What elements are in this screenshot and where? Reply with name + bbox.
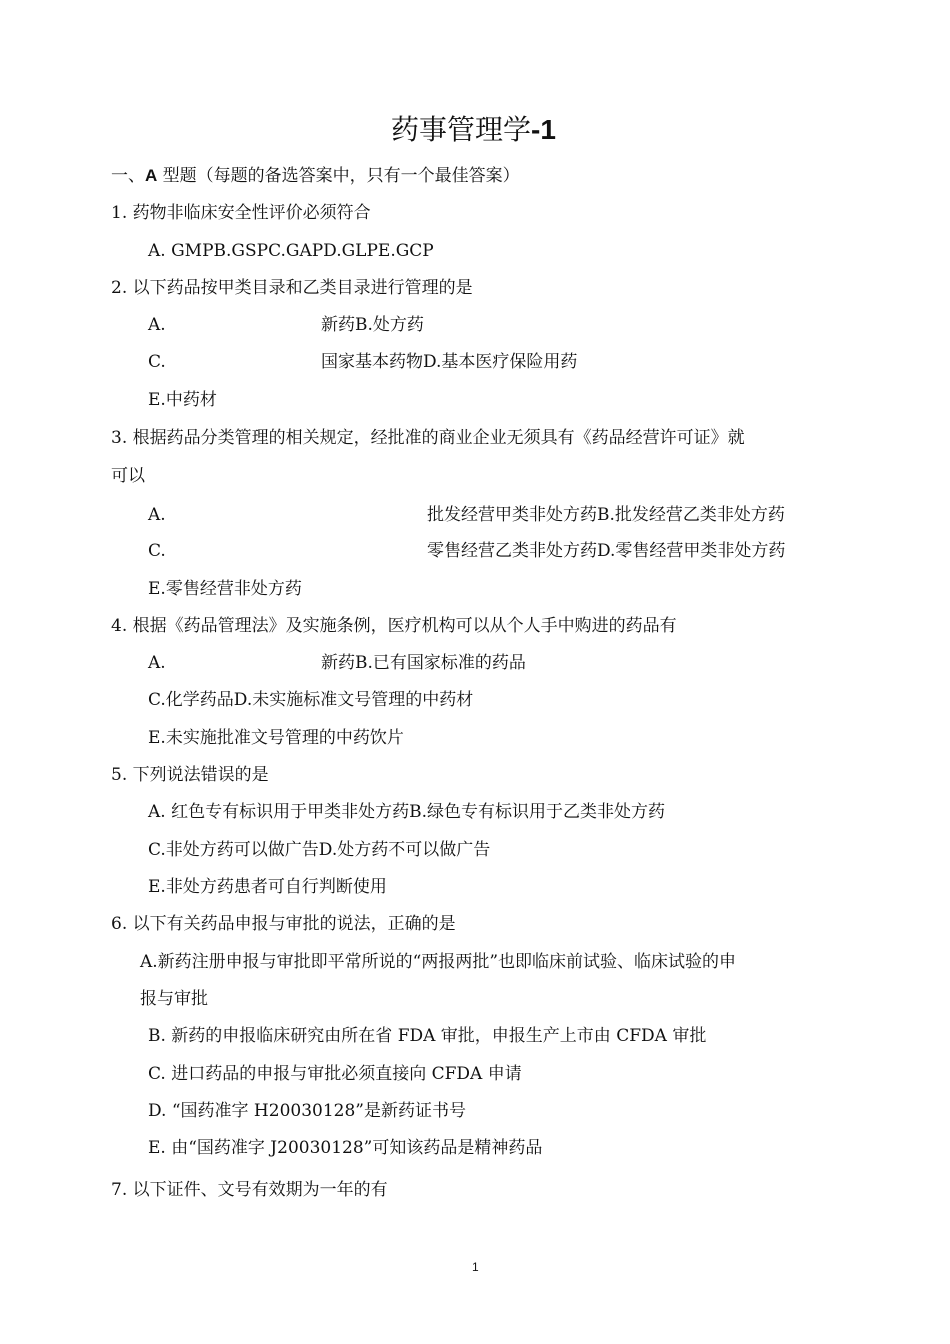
section-heading [111,166,520,186]
page-title [391,114,556,146]
question-6-option-e: E. 由“国药准字 J20030128”可知该药品是精神药品 [148,1138,543,1158]
question-6: 6. 以下有关药品申报与审批的说法，正确的是 [111,914,456,934]
question-3-option-e: E.零售经营非处方药 [148,579,302,599]
question-6-option-c: C. 进口药品的申报与审批必须直接向 CFDA 申请 [148,1064,522,1084]
question-6-option-b: B. 新药的申报临床研究由所在省 FDA 审批，申报生产上市由 CFDA 审批 [148,1026,707,1046]
question-3-line-2: 可以 [111,466,145,486]
question-4-option-a-text: 新药B.已有国家标准的药品 [321,653,526,673]
question-6-option-d: D. “国药准字 H20030128”是新药证书号 [148,1101,466,1121]
question-6-option-a-line-1: A.新药注册申报与审批即平常所说的“两报两批”也即临床前试验、临床试验的申 [140,952,737,972]
question-3-option-c-text: 零售经营乙类非处方药D.零售经营甲类非处方药 [427,541,786,561]
question-2-option-c-text: 国家基本药物D.基本医疗保险用药 [321,352,578,372]
question-2-option-a-text: 新药B.处方药 [321,315,424,335]
question-7: 7. 以下证件、文号有效期为一年的有 [111,1180,388,1200]
question-2-option-a-label: A. [148,315,166,335]
question-3-option-a-text: 批发经营甲类非处方药B.批发经营乙类非处方药 [427,505,785,525]
question-4-option-a-label: A. [148,653,166,673]
section-type-letter: A [145,166,158,185]
section-prefix: 一、 [111,166,145,186]
question-3-option-c-label: C. [148,541,166,561]
page-number: 1 [472,1260,479,1274]
question-3-line-1: 3. 根据药品分类管理的相关规定，经批准的商业企业无须具有《药品经营许可证》就 [111,428,745,448]
question-4-option-e: E.未实施批准文号管理的中药饮片 [148,728,404,748]
question-5-option-ab: A. 红色专有标识用于甲类非处方药B.绿色专有标识用于乙类非处方药 [148,802,665,822]
question-2-option-c-label: C. [148,352,166,372]
question-5-option-cd: C.非处方药可以做广告D.处方药不可以做广告 [148,840,491,860]
question-5-option-e: E.非处方药患者可自行判断使用 [148,877,387,897]
question-6-option-a-line-2: 报与审批 [140,989,208,1009]
question-2-option-e: E.中药材 [148,390,217,410]
question-1-options: A. GMPB.GSPC.GAPD.GLPE.GCP [148,241,434,261]
question-2: 2. 以下药品按甲类目录和乙类目录进行管理的是 [111,278,473,298]
question-4-option-cd: C.化学药品D.未实施标准文号管理的中药材 [148,690,474,710]
title-suffix: -1 [531,114,556,145]
question-4: 4. 根据《药品管理法》及实施条例，医疗机构可以从个人手中购进的药品有 [111,616,677,636]
section-description: 型题（每题的备选答案中，只有一个最佳答案） [157,166,520,186]
question-1: 1. 药物非临床安全性评价必须符合 [111,203,371,223]
question-3-option-a-label: A. [148,505,166,525]
question-5: 5. 下列说法错误的是 [111,765,269,785]
title-main: 药事管理学 [391,113,532,146]
